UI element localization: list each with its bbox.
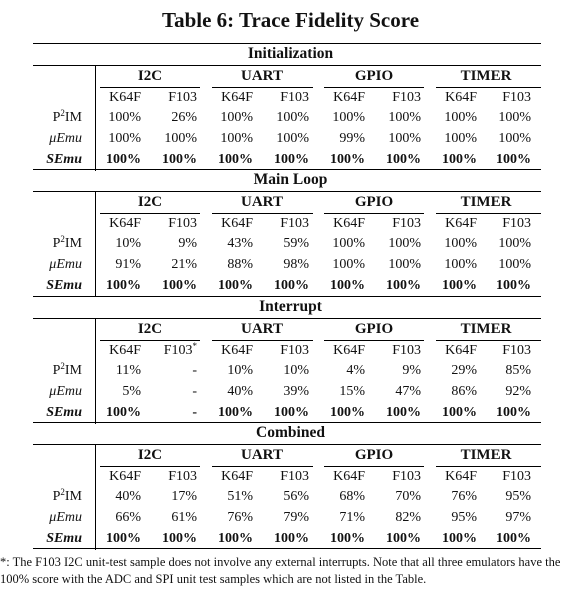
table-cell: 15% [339,384,365,399]
table-cell: 56% [283,489,309,504]
row-label-suffix: IM [64,110,82,125]
table-cell: 100% [220,110,253,125]
section-title: Initialization [247,45,334,62]
table-cell: 100% [330,405,365,420]
table-cell: 100% [332,110,365,125]
table-cell: 100% [218,405,253,420]
table-cell: 100% [218,152,253,167]
table-cell: 100% [330,152,365,167]
section-title: Main Loop [253,171,328,188]
table-footnote: *: The F103 I2C unit-test sample does not involve any external interrupts. Note that all three emulators have the 100% score with the ADC and SPI unit test samples which are not listed in the Table. [0,555,561,586]
row-label-suffix: IM [64,489,82,504]
row-label-text: μEmu [49,131,82,146]
row-label-text: SEmu [46,152,82,167]
row-label [20,150,82,170]
table-cell: 100% [106,278,141,293]
row-label [20,403,82,423]
table-cell: 61% [171,510,197,525]
table-cell: 100% [386,152,421,167]
table-cell: 100% [220,131,253,146]
table-cell: - [192,363,197,378]
table-cell: 91% [115,257,141,272]
group-header: UART [241,447,283,463]
table-cell: 100% [386,278,421,293]
table-bottom-rule [33,548,541,549]
row-label-text: SEmu [46,531,82,546]
table-cell: 70% [395,489,421,504]
table-cell: 79% [283,510,309,525]
column-header: F103 [168,469,197,484]
row-label [20,508,82,528]
column-header: K64F [445,216,477,231]
column-header: F103 [392,343,421,358]
table-cell: 100% [332,257,365,272]
table-cell: 100% [276,131,309,146]
table-cell: 99% [339,131,365,146]
table-cell: 98% [283,257,309,272]
table-cell: 100% [332,236,365,251]
column-header: F103 [168,90,197,105]
column-header: F103 [502,216,531,231]
row-label [20,255,82,275]
table-cell: 100% [274,405,309,420]
row-label [20,108,82,128]
table-cell: 100% [218,531,253,546]
table-cell: 85% [505,363,531,378]
column-header: F103 [280,343,309,358]
group-header: UART [241,321,283,337]
table-cell: 100% [274,531,309,546]
group-header: I2C [137,194,163,210]
group-header: TIMER [460,321,512,337]
column-header: F103 [168,216,197,231]
table-cell: 71% [339,510,365,525]
table-cell: 66% [115,510,141,525]
table-cell: 95% [505,489,531,504]
column-header: F103 [280,90,309,105]
table-cell: 40% [227,384,253,399]
table-cell: 68% [339,489,365,504]
group-header: I2C [137,447,163,463]
group-header: UART [241,194,283,210]
table-cell: 100% [276,110,309,125]
column-header: K64F [221,90,253,105]
column-header: K64F [221,343,253,358]
column-header: F103 [392,469,421,484]
row-label-suffix: IM [64,363,82,378]
row-label-suffix: IM [64,236,82,251]
table-cell: 100% [444,110,477,125]
table-cell: 86% [451,384,477,399]
table-cell: 100% [496,152,531,167]
table-cell: 21% [171,257,197,272]
table-cell: - [192,384,197,399]
table-cell: 47% [395,384,421,399]
row-label-superscript: 2 [60,487,65,497]
column-header: F103 [502,90,531,105]
row-label [20,382,82,402]
row-label-superscript: 2 [60,108,65,118]
table-cell: 100% [444,257,477,272]
column-header: K64F [333,90,365,105]
group-header: UART [241,68,283,84]
table-cell: 100% [442,405,477,420]
table-cell: 100% [108,131,141,146]
group-header: I2C [137,321,163,337]
column-header: F103 [280,216,309,231]
table-cell: 9% [178,236,197,251]
column-header: K64F [445,90,477,105]
table-cell: 100% [162,152,197,167]
table-cell: 11% [115,363,141,378]
table-cell: 100% [442,278,477,293]
row-label [20,234,82,254]
table-cell: 100% [496,278,531,293]
table-cell: 17% [171,489,197,504]
group-header: GPIO [354,321,394,337]
column-header: K64F [333,469,365,484]
table-cell: 100% [498,236,531,251]
table-cell: 95% [451,510,477,525]
table-cell: 100% [442,152,477,167]
row-label [20,276,82,296]
table-cell: 10% [283,363,309,378]
column-header: K64F [109,90,141,105]
column-header: K64F [109,343,141,358]
column-header: K64F [109,216,141,231]
row-label [20,361,82,381]
column-header: K64F [333,216,365,231]
table-cell: 100% [274,152,309,167]
column-header: F103 [502,469,531,484]
table-cell: 100% [330,278,365,293]
column-header: K64F [445,469,477,484]
table-cell: 100% [498,131,531,146]
table-cell: 100% [164,131,197,146]
row-label-text: SEmu [46,405,82,420]
table-cell: 100% [496,405,531,420]
row-label-text: μEmu [49,384,82,399]
group-header: GPIO [354,194,394,210]
table-cell: 100% [444,236,477,251]
table-cell: 100% [496,531,531,546]
table-cell: 100% [388,236,421,251]
table-cell: 100% [330,531,365,546]
column-header: K64F [109,469,141,484]
table-cell: 100% [218,278,253,293]
row-label-superscript: 2 [60,234,65,244]
column-header: F103 [502,343,531,358]
table-cell: 5% [122,384,141,399]
table-cell: 100% [106,152,141,167]
row-label-text: P [52,363,61,378]
row-label-text: μEmu [49,257,82,272]
table-cell: 10% [227,363,253,378]
table-title: Table 6: Trace Fidelity Score [161,8,420,32]
table-cell: - [192,405,197,420]
table-cell: 51% [227,489,253,504]
table-cell: 100% [386,531,421,546]
row-label [20,129,82,149]
group-header: I2C [137,68,163,84]
table-cell: 9% [402,363,421,378]
table-cell: 92% [505,384,531,399]
table-cell: 100% [444,131,477,146]
column-header: K64F [221,469,253,484]
group-header: GPIO [354,447,394,463]
table-cell: 100% [442,531,477,546]
row-label-text: SEmu [46,278,82,293]
table-cell: 100% [162,531,197,546]
table-cell: 76% [227,510,253,525]
group-header: TIMER [460,447,512,463]
table-cell: 100% [106,405,141,420]
table-cell: 100% [388,131,421,146]
group-header: TIMER [460,194,512,210]
section-title: Combined [256,424,325,441]
table-cell: 100% [388,257,421,272]
row-label [20,529,82,549]
table-cell: 100% [108,110,141,125]
row-label-text: μEmu [49,510,82,525]
row-label [20,487,82,507]
table-cell: 10% [115,236,141,251]
table-cell: 88% [227,257,253,272]
column-header: F103 [280,469,309,484]
table-cell: 76% [451,489,477,504]
row-label-text: P [52,236,61,251]
row-label-text: P [52,110,61,125]
table-cell: 59% [283,236,309,251]
table-cell: 43% [227,236,253,251]
column-header: F103 [392,216,421,231]
table-cell: 100% [498,257,531,272]
table-cell: 97% [505,510,531,525]
table-cell: 100% [388,110,421,125]
table-cell: 100% [106,531,141,546]
column-header: K64F [445,343,477,358]
section-title: Interrupt [259,298,322,315]
column-header: K64F [333,343,365,358]
table-cell: 100% [162,278,197,293]
column-header: K64F [221,216,253,231]
column-header: F103 [392,90,421,105]
table-cell: 29% [451,363,477,378]
row-label-text: P [52,489,61,504]
table-cell: 100% [498,110,531,125]
group-header: GPIO [354,68,394,84]
table-cell: 82% [395,510,421,525]
table-cell: 100% [274,278,309,293]
table-cell: 40% [115,489,141,504]
table-cell: 39% [283,384,309,399]
table-cell: 4% [346,363,365,378]
table-cell: 100% [386,405,421,420]
group-header: TIMER [460,68,512,84]
row-label-superscript: 2 [60,361,65,371]
table-cell: 26% [171,110,197,125]
column-header: F103* [163,341,197,358]
